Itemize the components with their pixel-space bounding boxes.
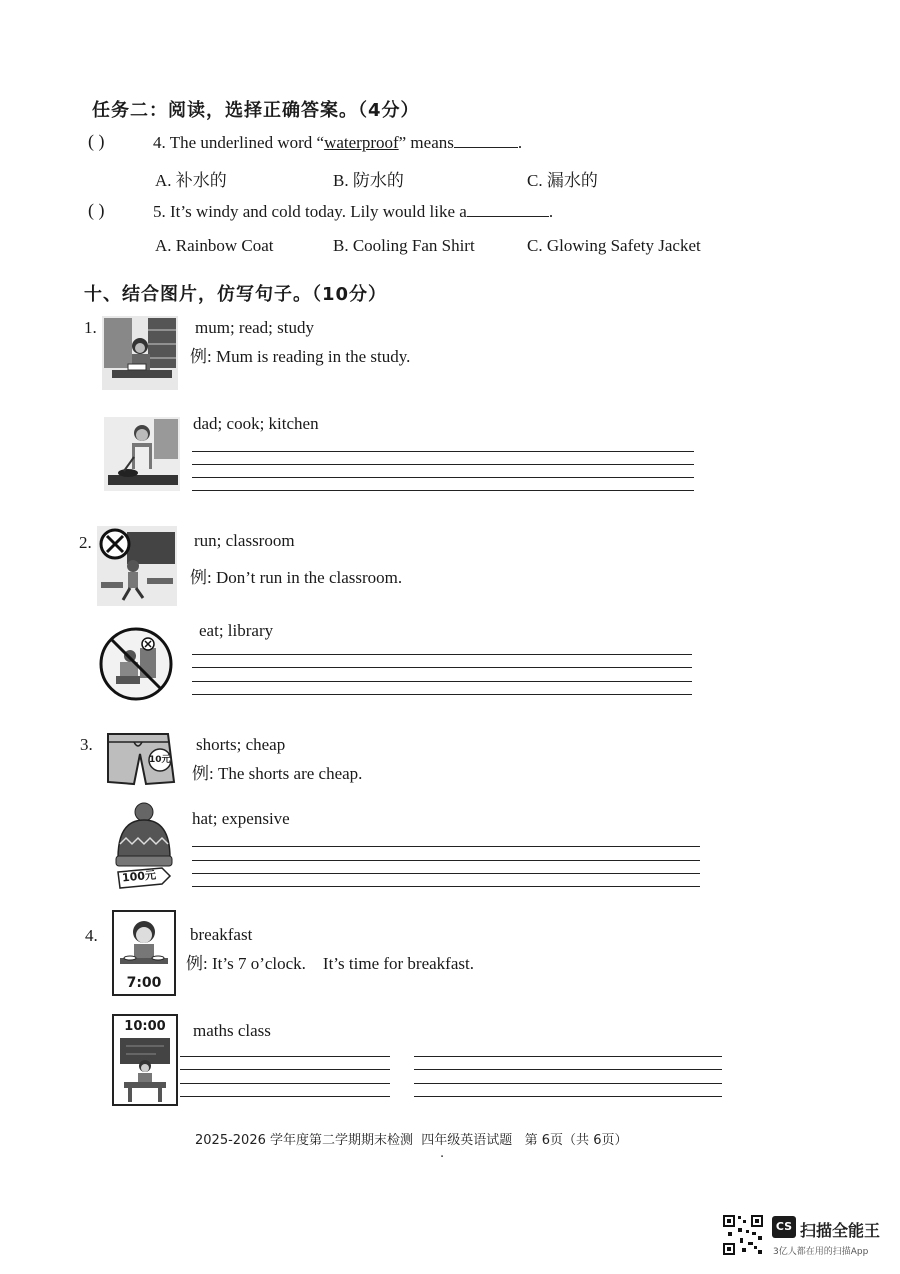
- answer-line: [192, 694, 692, 695]
- answer-line: [192, 451, 694, 452]
- q5-option-c: C. Glowing Safety Jacket: [527, 236, 701, 255]
- answer-line: [192, 873, 700, 874]
- item2-hint: run; classroom: [194, 531, 295, 550]
- q4-blank: [454, 134, 518, 148]
- answer-line: [180, 1069, 390, 1070]
- boy-eating-picture: [114, 912, 174, 970]
- footer-dot: .: [440, 1146, 445, 1161]
- answer-line: [414, 1096, 722, 1097]
- q4-option-c: C. 漏水的: [527, 171, 598, 190]
- q4-question: [153, 133, 522, 153]
- answer-line: [192, 477, 694, 478]
- item3-number: 3.: [80, 735, 93, 754]
- q5-blank: [467, 203, 549, 217]
- item4-example: 例: It’s 7 o’clock. It’s time for breakfast.: [186, 954, 474, 973]
- hat-price-tag: 100元: [121, 868, 157, 885]
- item3-example: 例: The shorts are cheap.: [192, 764, 363, 783]
- answer-line: [180, 1056, 390, 1057]
- q5-option-b: B. Cooling Fan Shirt: [333, 236, 475, 255]
- item1-task-hint: dad; cook; kitchen: [193, 414, 319, 433]
- mum-reading-picture: [102, 316, 178, 390]
- answer-line: [414, 1056, 722, 1057]
- answer-line: [192, 886, 700, 887]
- answer-line: [192, 464, 694, 465]
- camscanner-app-name: 扫描全能王: [800, 1221, 881, 1240]
- item4-task-hint: maths class: [193, 1021, 271, 1040]
- item4-hint: breakfast: [190, 925, 253, 944]
- answer-line: [192, 667, 692, 668]
- no-running-picture: [97, 526, 177, 606]
- item1-hint: mum; read; study: [195, 318, 314, 337]
- item3-task-hint: hat; expensive: [192, 809, 290, 828]
- answer-line: [192, 681, 692, 682]
- q4-option-a: A. 补水的: [155, 171, 227, 190]
- item1-number: 1.: [84, 318, 97, 337]
- qr-code-icon: [722, 1214, 764, 1256]
- classroom-picture: [116, 1036, 174, 1104]
- page-footer: 2025-2026 学年度第二学期期末检测 四年级英语试题 第 6页（共 6页）: [195, 1133, 628, 1148]
- camscanner-logo-badge: CS: [772, 1216, 796, 1238]
- q4-option-b: B. 防水的: [333, 171, 404, 190]
- answer-line: [180, 1083, 390, 1084]
- item1-example: 例: Mum is reading in the study.: [190, 347, 411, 366]
- answer-line: [192, 846, 700, 847]
- item2-number: 2.: [79, 533, 92, 552]
- answer-line: [180, 1096, 390, 1097]
- shorts-price-tag: 10元: [149, 755, 171, 765]
- section10-title: 十、结合图片，仿写句子。（10分）: [84, 284, 388, 305]
- answer-line: [192, 860, 700, 861]
- breakfast-time: 7:00: [126, 975, 162, 991]
- breakfast-clock-frame: [112, 910, 176, 996]
- task2-title: 任务二：阅读，选择正确答案。（4分）: [92, 100, 420, 121]
- q5-text: 5. It’s windy and cold today. Lily would like a: [153, 202, 467, 221]
- q5-option-a: A. Rainbow Coat: [155, 236, 274, 255]
- q4-answer-paren[interactable]: ( ): [88, 131, 105, 151]
- dad-cooking-picture: [104, 417, 180, 491]
- no-eating-sign-picture: [98, 626, 174, 702]
- q4-end: .: [517, 133, 523, 152]
- q5-answer-paren[interactable]: ( ): [88, 200, 105, 220]
- item2-task-hint: eat; library: [199, 621, 274, 640]
- answer-line: [192, 654, 692, 655]
- q4-text-before: 4. The underlined word “: [153, 133, 325, 152]
- maths-class-frame: [112, 1014, 178, 1106]
- answer-line: [192, 490, 694, 491]
- maths-class-time: 10:00: [124, 1019, 166, 1034]
- q4-text-after: ” means: [398, 133, 454, 152]
- camscanner-slogan: 3亿人都在用的扫描App: [773, 1247, 869, 1257]
- q5-question: [153, 202, 553, 222]
- item4-number: 4.: [85, 926, 98, 945]
- item3-hint: shorts; cheap: [196, 735, 286, 754]
- answer-line: [414, 1083, 722, 1084]
- q4-underlined-word: waterproof: [324, 133, 399, 152]
- answer-line: [414, 1069, 722, 1070]
- q5-end: .: [548, 202, 554, 221]
- item2-example: 例: Don’t run in the classroom.: [190, 568, 403, 587]
